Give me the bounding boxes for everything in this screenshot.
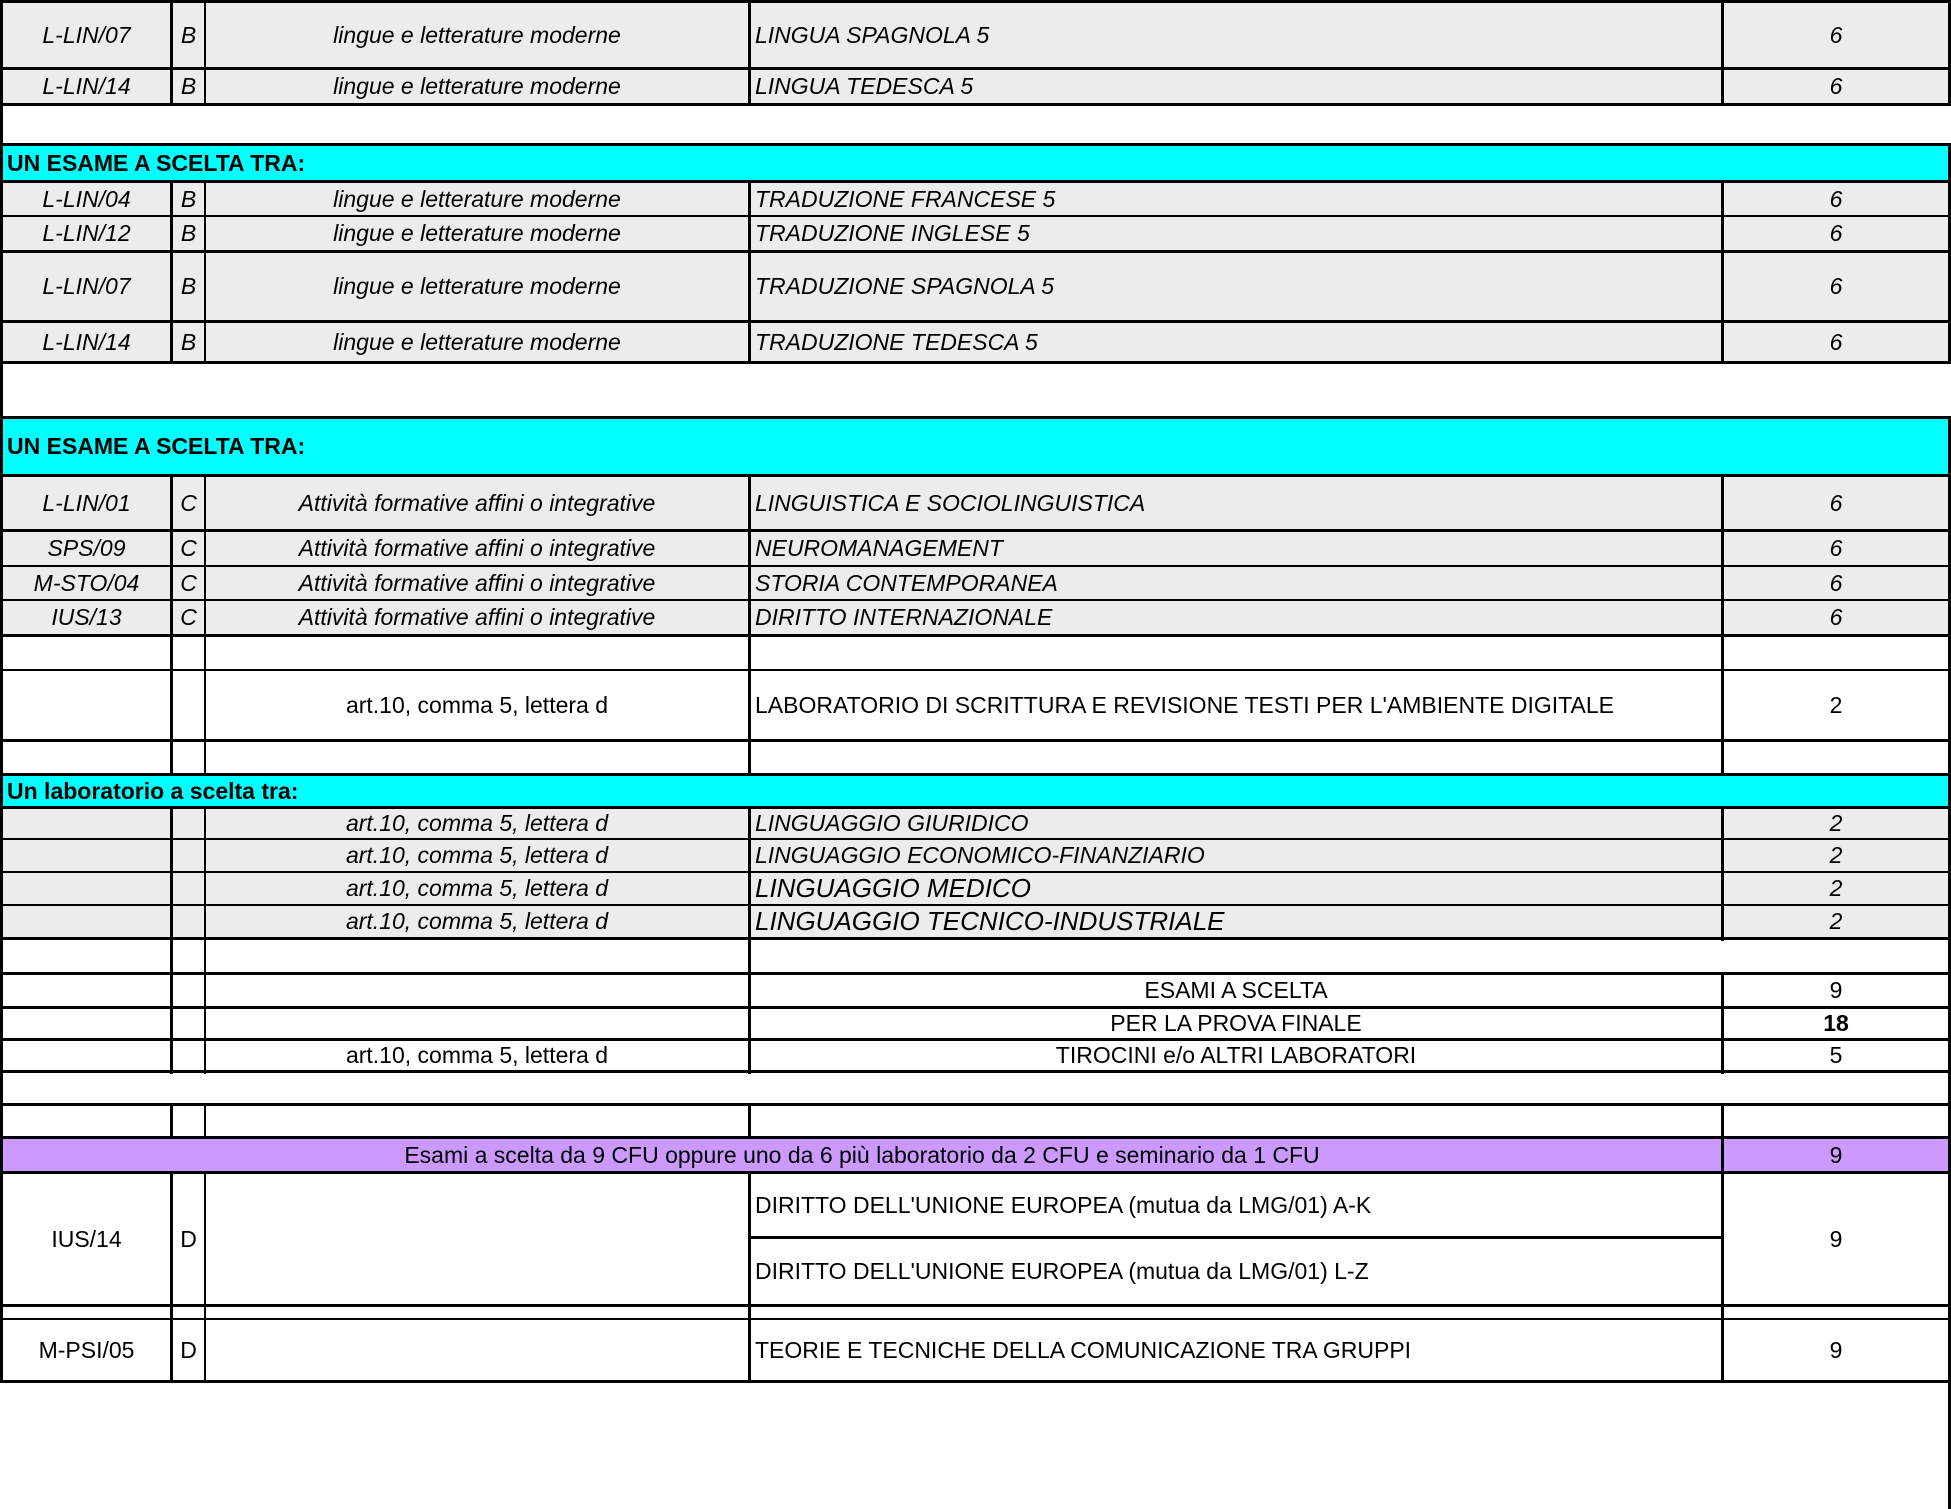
exam-cell: TRADUZIONE TEDESCA 5 [755, 328, 1038, 355]
section-header [0, 146, 1951, 180]
grid-line [0, 1103, 1951, 1106]
cfu-cell: 9 [1829, 1141, 1843, 1168]
grid-line [0, 1070, 1951, 1073]
summary-label: TIROCINI e/o ALTRI LABORATORI [1055, 1042, 1417, 1068]
type-cell: B [180, 220, 197, 246]
grid-line [0, 103, 1951, 106]
area-cell: art.10, comma 5, lettera d [345, 908, 609, 934]
type-cell: B [180, 185, 197, 212]
type-cell: B [180, 73, 197, 99]
area-cell: lingue e letterature moderne [333, 328, 621, 355]
summary-row [0, 975, 1951, 1006]
purple-band-row [0, 1139, 1951, 1171]
table-row [0, 323, 1951, 361]
type-cell: B [180, 328, 197, 355]
type-cell: D [180, 1225, 197, 1252]
summary-row [0, 1009, 1951, 1038]
table-row [0, 601, 1951, 634]
exam-cell: LINGUA TEDESCA 5 [755, 73, 974, 99]
ssd-cell: L-LIN/12 [42, 220, 131, 246]
exam-cell: DIRITTO DELL'UNIONE EUROPEA (mutua da LMG/01) L-Z [755, 1258, 1369, 1284]
grid-line [748, 1103, 751, 1138]
cfu-cell: 2 [1829, 842, 1843, 868]
ssd-cell: L-LIN/07 [42, 273, 131, 299]
area-cell: lingue e letterature moderne [333, 185, 621, 212]
exam-cell: TRADUZIONE SPAGNOLA 5 [755, 273, 1055, 299]
cfu-cell: 6 [1829, 535, 1843, 561]
area-cell: Attività formative affini o integrative [298, 604, 656, 630]
type-cell: C [180, 489, 197, 516]
exam-cell: TRADUZIONE FRANCESE 5 [755, 185, 1056, 212]
summary-label: ESAMI A SCELTA [1144, 977, 1328, 1003]
grid-line [0, 937, 1951, 940]
exam-cell: TRADUZIONE INGLESE 5 [755, 220, 1030, 246]
area-cell: art.10, comma 5, lettera d [345, 810, 609, 836]
type-cell: B [180, 21, 197, 48]
summary-label: PER LA PROVA FINALE [1110, 1010, 1362, 1036]
grid-line [0, 634, 1951, 637]
cfu-cell: 6 [1829, 569, 1843, 596]
area-cell: lingue e letterature moderne [333, 273, 621, 299]
table-row [0, 567, 1951, 599]
exam-cell: DIRITTO INTERNAZIONALE [755, 604, 1053, 630]
exam-cell: STORIA CONTEMPORANEA [755, 569, 1058, 596]
table-row [0, 532, 1951, 565]
grid-line [0, 361, 1951, 364]
area-cell: art.10, comma 5, lettera d [345, 1042, 609, 1068]
exam-cell: LINGUAGGIO GIURIDICO [755, 810, 1029, 836]
summary-row [0, 1041, 1951, 1070]
type-cell: C [180, 535, 197, 561]
area-cell: art.10, comma 5, lettera d [345, 842, 609, 868]
area-cell: Attività formative affini o integrative [298, 569, 656, 596]
exam-cell: LINGUA SPAGNOLA 5 [755, 21, 990, 48]
cfu-cell: 6 [1829, 21, 1843, 48]
table-row [0, 840, 1951, 871]
cfu-cell: 6 [1829, 220, 1843, 246]
cfu-cell: 5 [1829, 1042, 1843, 1068]
type-cell: C [180, 569, 197, 596]
cfu-cell: 2 [1829, 810, 1843, 836]
section-header [0, 419, 1951, 474]
table-row [0, 253, 1951, 320]
cfu-cell: 6 [1829, 328, 1843, 355]
cfu-cell: 6 [1829, 489, 1843, 516]
cfu-cell: 2 [1829, 691, 1843, 718]
cfu-cell: 18 [1823, 1010, 1849, 1036]
area-cell: art.10, comma 5, lettera d [345, 691, 609, 718]
exam-cell: LINGUISTICA E SOCIOLINGUISTICA [755, 489, 1146, 516]
table-row [0, 70, 1951, 103]
cfu-cell: 6 [1829, 604, 1843, 630]
type-cell: D [180, 1336, 197, 1363]
cfu-cell: 6 [1829, 73, 1843, 99]
ssd-cell: L-LIN/14 [42, 73, 131, 99]
section-header [0, 776, 1951, 806]
exam-cell: LABORATORIO DI SCRITTURA E REVISIONE TESTI PER L'AMBIENTE DIGITALE [755, 691, 1614, 718]
table-row [0, 873, 1951, 904]
table-row [0, 1320, 1951, 1380]
exam-cell: DIRITTO DELL'UNIONE EUROPEA (mutua da LMG/01) A-K [755, 1191, 1372, 1218]
exam-cell: LINGUAGGIO TECNICO-INDUSTRIALE [755, 906, 1225, 936]
cfu-cell: 6 [1829, 185, 1843, 212]
type-cell: B [180, 273, 197, 299]
grid-line [0, 1304, 1951, 1307]
ssd-cell: IUS/14 [51, 1225, 122, 1252]
purple-band-text: Esami a scelta da 9 CFU oppure uno da 6 più laboratorio da 2 CFU e seminario da 1 CFU [404, 1141, 1320, 1168]
section-header-text: UN ESAME A SCELTA TRA: [7, 149, 306, 176]
cfu-cell: 2 [1829, 875, 1843, 901]
exam-cell: TEORIE E TECNICHE DELLA COMUNICAZIONE TRA GRUPPI [755, 1336, 1412, 1363]
table-row [0, 1174, 1951, 1236]
cfu-cell: 6 [1829, 273, 1843, 299]
grid-line [204, 1103, 206, 1138]
ssd-cell: IUS/13 [51, 604, 122, 630]
cfu-cell: 9 [1829, 1336, 1843, 1363]
table-row [0, 1239, 1951, 1304]
table-row [0, 477, 1951, 529]
ssd-cell: L-LIN/14 [42, 328, 131, 355]
cfu-cell: 9 [1829, 1225, 1843, 1252]
table-row [0, 183, 1951, 215]
grid-line [0, 739, 1951, 742]
type-cell: C [180, 604, 197, 630]
cfu-cell: 9 [1829, 977, 1843, 1003]
table-row [0, 671, 1951, 739]
ssd-cell: L-LIN/04 [42, 185, 131, 212]
exam-cell: NEUROMANAGEMENT [755, 535, 1003, 561]
section-header-text: Un laboratorio a scelta tra: [7, 777, 299, 804]
cfu-cell: 2 [1829, 908, 1843, 934]
section-header-text: UN ESAME A SCELTA TRA: [7, 433, 306, 459]
table-row [0, 906, 1951, 937]
table-row [0, 809, 1951, 838]
area-cell: lingue e letterature moderne [333, 21, 621, 48]
table-row [0, 217, 1951, 250]
ssd-cell: L-LIN/07 [42, 21, 131, 48]
ssd-cell: L-LIN/01 [42, 489, 131, 516]
exam-cell: LINGUAGGIO MEDICO [755, 873, 1031, 903]
table-row [0, 3, 1951, 67]
ssd-cell: SPS/09 [47, 535, 126, 561]
area-cell: Attività formative affini o integrative [298, 535, 656, 561]
exam-cell: LINGUAGGIO ECONOMICO-FINANZIARIO [755, 842, 1205, 868]
area-cell: lingue e letterature moderne [333, 73, 621, 99]
ssd-cell: M-PSI/05 [38, 1336, 135, 1363]
area-cell: lingue e letterature moderne [333, 220, 621, 246]
area-cell: Attività formative affini o integrative [298, 489, 656, 516]
grid-line [170, 1103, 173, 1138]
ssd-cell: M-STO/04 [33, 569, 140, 596]
area-cell: art.10, comma 5, lettera d [345, 875, 609, 901]
